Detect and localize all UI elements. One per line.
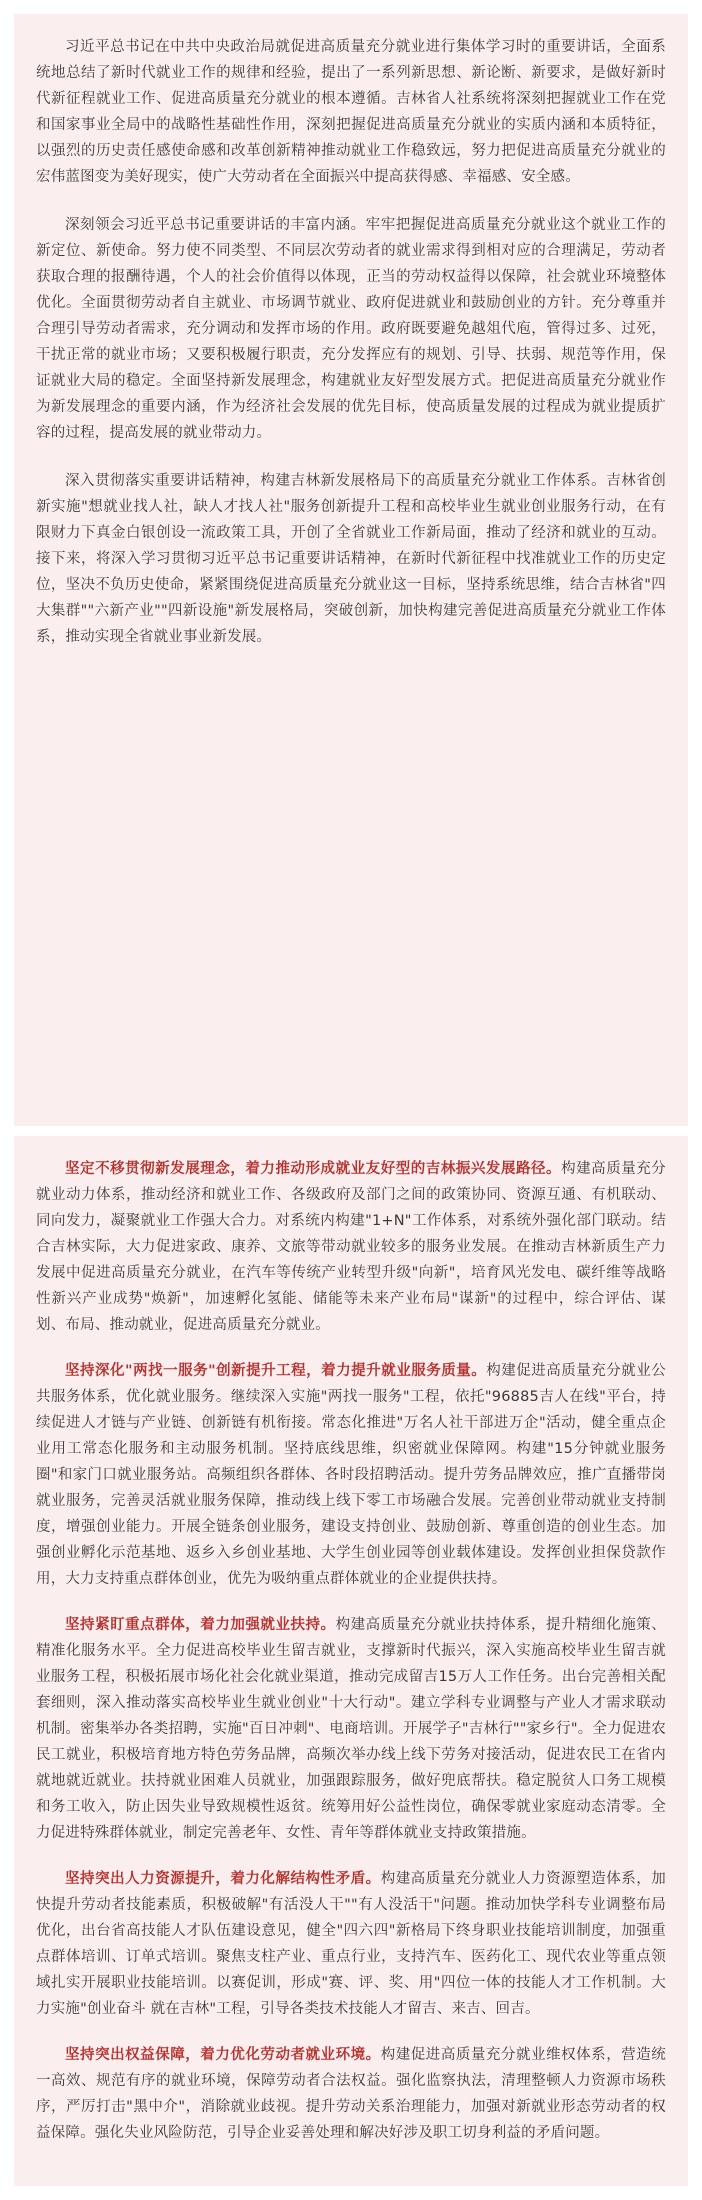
measure-paragraph bbox=[36, 1612, 666, 1846]
measure-paragraph bbox=[36, 2042, 666, 2146]
measure-heading: 坚持突出人力资源提升，着力化解结构性矛盾。 bbox=[65, 1871, 381, 1887]
paragraph bbox=[36, 468, 666, 650]
measure-text: 构建高质量充分就业扶持体系，提升精细化施策、精准化服务水平。全力促进高校毕业生留吉就业，支撑新时代振兴，深入实施高校毕业生留吉就业服务工程，积极拓展市场化社会化就业渠道，推动完成留吉15万人工作任务。出台完善相关配套细则，深入推动落实高校毕业生就业创业"十大行动"。建立学科专业调整与产业人才需求联动机制。密集举办各类招聘，实施"百日冲刺"、电商培训。开展学子"吉林行""家乡行"。全力促进农民工就业，积极培育地方特色劳务品牌，高频次举办线上线下劳务对接活动，促进农民工在省内就地就近就业。扶持就业困难人员就业，加强跟踪服务，做好兜底帮扶。稳定脱贫人口务工规模和务工收入，防止因失业导致规模性返贫。统筹用好公益性岗位，确保零就业家庭动态清零。全力促进特殊群体就业，制定完善老年、女性、青年等群体就业支持政策措施。 bbox=[36, 1617, 666, 1841]
intro-section bbox=[14, 14, 688, 1126]
measure-text: 构建促进高质量充分就业公共服务体系，优化就业服务。继续深入实施"两找一服务"工程，依托"96885吉人在线"平台，持续促进人才链与产业链、创新链有机衔接。常态化推进"万名人社干部进万企"活动，健全重点企业用工常态化服务和主动服务机制。坚持底线思维，织密就业保障网。构建"15分钟就业服务圈"和家门口就业服务站。高频组织各群体、各时段招聘活动。提升劳务品牌效应，推广直播带岗就业服务，完善灵活就业服务保障，推动线上线下零工市场融合发展。完善创业带动就业支持制度，增强创业能力。开展全链条创业服务，建设支持创业、鼓励创新、尊重创造的创业生态。加强创业孵化示范基地、返乡入乡创业基地、大学生创业园等创业载体建设。发挥创业担保贷款作用，大力支持重点群体创业，优先为吸纳重点群体就业的企业提供扶持。 bbox=[36, 1363, 666, 1587]
measure-text: 构建高质量充分就业人力资源塑造体系，加快提升劳动者技能素质，积极破解"有活没人干""有人没活干"问题。推动加快学科专业调整布局优化，出台省高技能人才队伍建设意见，健全"四六四"新格局下终身职业技能培训制度，加强重点群体培训、订单式培训。聚焦支柱产业、重点行业，支持汽车、医药化工、现代农业等重点领域扎实开展职业技能培训。以赛促训，形成"赛、评、奖、用"四位一体的技能人才工作机制。大力实施"创业奋斗 就在吉林"工程，引导各类技术技能人才留吉、来吉、回吉。 bbox=[36, 1871, 666, 2017]
measure-paragraph bbox=[36, 1156, 666, 1338]
measure-heading: 坚持突出权益保障，着力优化劳动者就业环境。 bbox=[65, 2047, 381, 2063]
measures-section bbox=[14, 1136, 688, 2186]
measure-paragraph bbox=[36, 1358, 666, 1592]
measure-heading: 坚持紧盯重点群体，着力加强就业扶持。 bbox=[65, 1617, 336, 1633]
paragraph-text: 深刻领会习近平总书记重要讲话的丰富内涵。牢牢把握促进高质量充分就业这个就业工作的新定位、新使命。努力使不同类型、不同层次劳动者的就业需求得到相对应的合理满足，劳动者获取合理的报酬待遇，个人的社会价值得以体现，正当的劳动权益得以保障，社会就业环境整体优化。全面贯彻劳动者自主就业、市场调节就业、政府促进就业和鼓励创业的方针。充分尊重并合理引导劳动者需求，充分调动和发挥市场的作用。政府既要避免越俎代庖，管得过多、过死，干扰正常的就业市场；又要积极履行职责，充分发挥应有的规划、引导、扶弱、规范等作用，保证就业大局的稳定。全面坚持新发展理念，构建就业友好型发展方式。把促进高质量充分就业作为新发展理念的重要内涵，作为经济社会发展的优先目标，使高质量发展的过程成为就业提质扩容的过程，提高发展的就业带动力。 bbox=[36, 217, 666, 441]
paragraph bbox=[36, 34, 666, 190]
measure-paragraph bbox=[36, 1866, 666, 2022]
measure-text: 构建促进高质量充分就业维权体系，营造统一高效、规范有序的就业环境，保障劳动者合法权益。强化监察执法，清理整顿人力资源市场秩序，严厉打击"黑中介"，消除就业歧视。提升劳动关系治理能力，加强对新就业形态劳动者的权益保障。强化失业风险防范，引导企业妥善处理和解决好涉及职工切身利益的矛盾问题。 bbox=[36, 2047, 666, 2141]
measure-heading: 坚持深化"两找一服务"创新提升工程，着力提升就业服务质量。 bbox=[65, 1363, 487, 1379]
measure-text: 构建高质量充分就业动力体系，推动经济和就业工作、各级政府及部门之间的政策协同、资源互通、有机联动、同向发力，凝聚就业工作强大合力。对系统内构建"1+N"工作体系，对系统外强化部门联动。结合吉林实际，大力促进家政、康养、文旅等带动就业较多的服务业发展。在推动吉林新质生产力发展中促进高质量充分就业，在汽车等传统产业转型升级"向新"，培育风光发电、碳纤维等战略性新兴产业成势"焕新"，加速孵化氢能、储能等未来产业布局"谋新"的过程中，综合评估、谋划、布局、推动就业，促进高质量充分就业。 bbox=[36, 1161, 666, 1333]
paragraph-text: 深入贯彻落实重要讲话精神，构建吉林新发展格局下的高质量充分就业工作体系。吉林省创新实施"想就业找人社，缺人才找人社"服务创新提升工程和高校毕业生就业创业服务行动，在有限财力下真金白银创设一流政策工具，开创了全省就业工作新局面，推动了经济和就业的互动。接下来，将深入学习贯彻习近平总书记重要讲话精神，在新时代新征程中找准就业工作的历史定位，坚决不负历史使命，紧紧围绕促进高质量充分就业这一目标，坚持系统思维，结合吉林省"四大集群""六新产业""四新设施"新发展格局，突破创新，加快构建完善促进高质量充分就业工作体系，推动实现全省就业事业新发展。 bbox=[36, 473, 666, 645]
measure-heading: 坚定不移贯彻新发展理念，着力推动形成就业友好型的吉林振兴发展路径。 bbox=[65, 1161, 562, 1177]
paragraph bbox=[36, 212, 666, 446]
paragraph-text: 习近平总书记在中共中央政治局就促进高质量充分就业进行集体学习时的重要讲话，全面系统地总结了新时代就业工作的规律和经验，提出了一系列新思想、新论断、新要求，是做好新时代新征程就业工作、促进高质量充分就业的根本遵循。吉林省人社系统将深刻把握就业工作在党和国家事业全局中的战略性基础性作用，深刻把握促进高质量充分就业的实质内涵和本质特征，以强烈的历史责任感使命感和改革创新精神推动就业工作稳致远，努力把促进高质量充分就业的宏伟蓝图变为美好现实，使广大劳动者在全面振兴中提高获得感、幸福感、安全感。 bbox=[36, 39, 666, 185]
